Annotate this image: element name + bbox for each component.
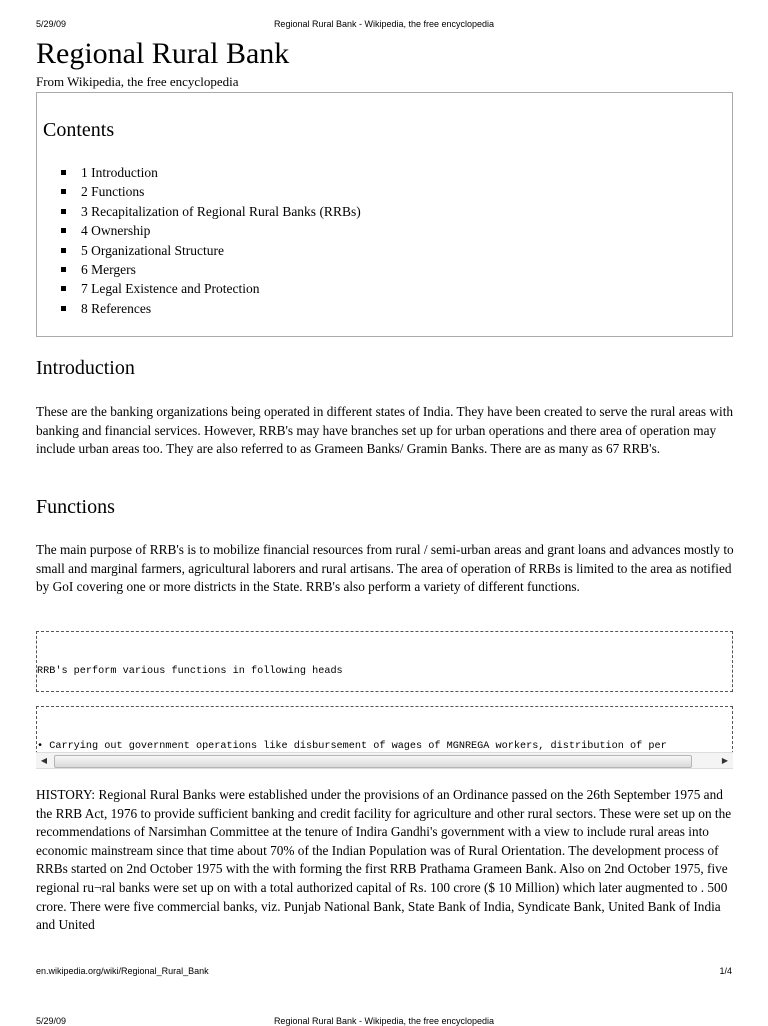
article-title: Regional Rural Bank	[36, 37, 290, 70]
toc-item-mergers[interactable]: 6 Mergers	[61, 260, 361, 279]
code-line: RRB's perform various functions in following heads	[37, 666, 343, 677]
introduction-paragraph: These are the banking organizations being operated in different states of India. They have been created to serve the rural areas with banking and financial services. However, RRB's may have branches set up for urban operations and there area of operation may include urban areas too. They are also referred to as Grameen Banks/ Gramin Banks. There are as many as 67 RRB's.	[36, 404, 734, 457]
toc-item-functions[interactable]: 2 Functions	[61, 182, 361, 201]
toc-item-organizational-structure[interactable]: 5 Organizational Structure	[61, 241, 361, 260]
code-line: • Carrying out government operations like disbursement of wages of MGNREGA workers, distribution of per	[37, 741, 667, 752]
functions-heading: Functions	[36, 496, 115, 518]
toc-item-ownership[interactable]: 4 Ownership	[61, 221, 361, 240]
functions-paragraph: The main purpose of RRB's is to mobilize financial resources from rural / semi-urban areas and grant loans and advances mostly to small and marginal farmers, agricultural laborers and rural artisans. The area of operation of RRBs is limited to the area as notified by GoI covering one or more districts in the State. RRB's also perform a variety of different functions.	[36, 542, 734, 595]
functions-code-block-2	[36, 706, 733, 754]
toc-item-recapitalization[interactable]: 3 Recapitalization of Regional Rural Banks (RRBs)	[61, 202, 361, 221]
next-page-print-date: 5/29/09	[36, 1016, 67, 1026]
print-date: 5/29/09	[36, 19, 67, 29]
next-page-print-title: Regional Rural Bank - Wikipedia, the free encyclopedia	[273, 1016, 495, 1026]
horizontal-scrollbar[interactable]	[36, 752, 733, 769]
toc-heading: Contents	[43, 119, 115, 141]
scroll-right-icon[interactable]: ▶	[721, 756, 729, 765]
functions-code-block-1	[36, 631, 733, 692]
toc-item-legal-existence[interactable]: 7 Legal Existence and Protection	[61, 279, 361, 298]
scrollbar-thumb[interactable]	[54, 755, 692, 768]
history-paragraph: HISTORY: Regional Rural Banks were established under the provisions of an Ordinance passed on the 26th September 1975 and the RRB Act, 1976 to provide sufficient banking and credit facility for agriculture and other rural sectors. These were set up on the recommendations of Narsimhan Committee at the tenure of Indira Gandhi's government with a view to include rural areas into economic mainstream since that time about 70% of the Indian Population was of Rural Orientation. The development process of RRBs started on 2nd October 1975 with the with forming the first RRB Prathama Grameen Bank. Also on 2nd October 1975, five regional ru¬ral banks were set up on with a total authorized capital of Rs. 100 crore ($ 10 Million) which later augmented to . 500 crore. There were five commercial banks, viz. Punjab National Bank, State Bank of India, Syndicate Bank, United Bank of India and United	[36, 787, 732, 933]
article-subtitle: From Wikipedia, the free encyclopedia	[36, 74, 239, 89]
table-of-contents	[36, 92, 733, 337]
print-page-title: Regional Rural Bank - Wikipedia, the free encyclopedia	[273, 19, 495, 29]
toc-list	[61, 163, 361, 318]
print-footer-url: en.wikipedia.org/wiki/Regional_Rural_Bank	[36, 966, 209, 976]
scroll-left-icon[interactable]: ◀	[40, 756, 48, 765]
print-page-number: 1/4	[719, 966, 732, 976]
toc-item-references[interactable]: 8 References	[61, 299, 361, 318]
toc-item-introduction[interactable]: 1 Introduction	[61, 163, 361, 182]
introduction-heading: Introduction	[36, 357, 135, 379]
